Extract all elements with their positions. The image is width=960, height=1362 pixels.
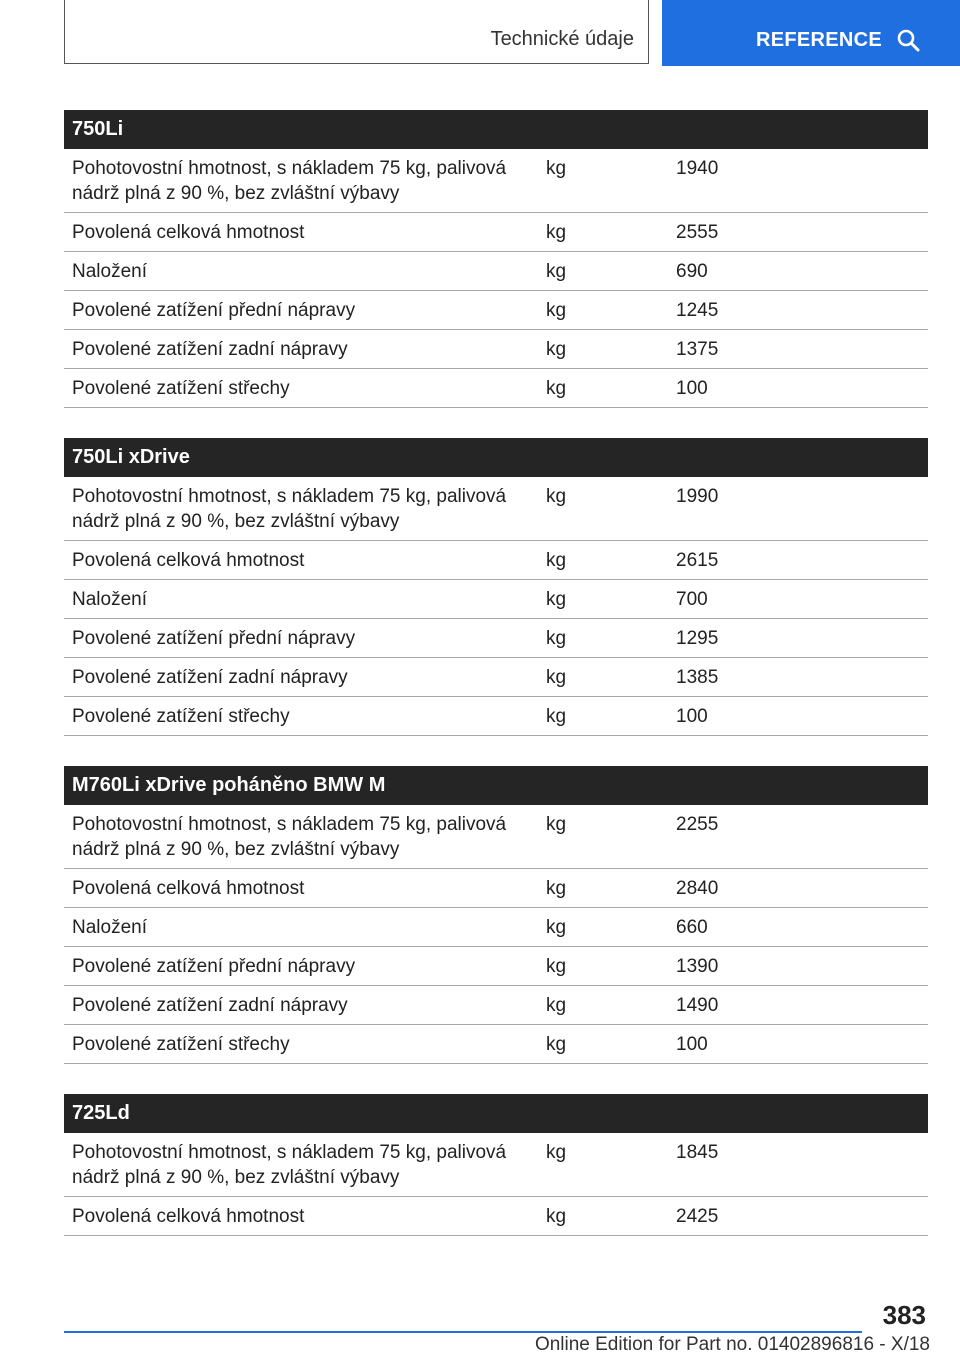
- spec-label: Pohotovostní hmotnost, s nákladem 75 kg, palivová nádrž plná z 90 %, bez zvláštní výbavy: [72, 1142, 507, 1188]
- spec-unit: kg: [546, 378, 567, 399]
- spec-label: Povolená celková hmotnost: [72, 1206, 305, 1227]
- section-heading: 750Li xDrive: [64, 438, 928, 477]
- table-row: [64, 252, 928, 291]
- spec-section: [64, 1094, 928, 1236]
- spec-value: 100: [676, 706, 708, 727]
- spec-label: Naložení: [72, 917, 147, 938]
- spec-value: 700: [676, 589, 708, 610]
- spec-unit: kg: [546, 589, 567, 610]
- table-row: [64, 149, 928, 213]
- spec-label: Povolené zatížení zadní nápravy: [72, 995, 348, 1016]
- footer-divider: [64, 1331, 862, 1333]
- table-row: [64, 908, 928, 947]
- spec-unit: kg: [546, 667, 567, 688]
- spec-label: Pohotovostní hmotnost, s nákladem 75 kg, palivová nádrž plná z 90 %, bez zvláštní výbavy: [72, 158, 507, 204]
- spec-value: 100: [676, 1034, 708, 1055]
- page-header: [0, 0, 960, 66]
- edition-text: Online Edition for Part no. 01402896816 - X/18: [534, 1334, 930, 1355]
- spec-value: 1295: [676, 628, 719, 649]
- spec-unit: kg: [546, 1142, 567, 1163]
- spec-unit: kg: [546, 995, 567, 1016]
- spec-label: Povolená celková hmotnost: [72, 550, 305, 571]
- table-row: [64, 869, 928, 908]
- spec-label: Povolené zatížení střechy: [72, 706, 290, 727]
- spec-section: [64, 110, 928, 408]
- spec-value: 1845: [676, 1142, 719, 1163]
- search-icon[interactable]: [896, 28, 920, 52]
- table-row: [64, 291, 928, 330]
- section-title: Technické údaje: [490, 28, 634, 50]
- table-row: [64, 658, 928, 697]
- spec-label: Povolené zatížení přední nápravy: [72, 956, 356, 977]
- spec-unit: kg: [546, 261, 567, 282]
- section-tab[interactable]: [64, 0, 649, 64]
- reference-label: REFERENCE: [756, 29, 883, 51]
- spec-label: Povolené zatížení zadní nápravy: [72, 667, 348, 688]
- spec-value: 660: [676, 917, 708, 938]
- table-row: [64, 580, 928, 619]
- table-row: [64, 619, 928, 658]
- table-row: [64, 697, 928, 736]
- spec-value: 1245: [676, 300, 719, 321]
- spec-label: Povolené zatížení střechy: [72, 378, 290, 399]
- spec-unit: kg: [546, 486, 567, 507]
- page-number: 383: [882, 1300, 926, 1330]
- table-row: [64, 213, 928, 252]
- spec-section: [64, 438, 928, 736]
- spec-unit: kg: [546, 956, 567, 977]
- section-heading: M760Li xDrive poháněno BMW M: [64, 766, 928, 805]
- reference-button[interactable]: [662, 0, 960, 66]
- table-row: [64, 1133, 928, 1197]
- spec-unit: kg: [546, 158, 567, 179]
- spec-value: 1490: [676, 995, 719, 1016]
- spec-tables: [64, 110, 928, 1266]
- spec-unit: kg: [546, 300, 567, 321]
- spec-unit: kg: [546, 628, 567, 649]
- spec-label: Povolené zatížení přední nápravy: [72, 628, 356, 649]
- section-heading: 725Ld: [64, 1094, 928, 1133]
- spec-label: Naložení: [72, 261, 147, 282]
- spec-value: 1990: [676, 486, 719, 507]
- spec-value: 2425: [676, 1206, 719, 1227]
- table-row: [64, 1197, 928, 1236]
- spec-unit: kg: [546, 706, 567, 727]
- spec-section: [64, 766, 928, 1064]
- spec-unit: kg: [546, 1034, 567, 1055]
- spec-unit: kg: [546, 814, 567, 835]
- table-row: [64, 986, 928, 1025]
- table-row: [64, 330, 928, 369]
- table-row: [64, 369, 928, 408]
- spec-value: 2255: [676, 814, 719, 835]
- spec-unit: kg: [546, 339, 567, 360]
- spec-label: Povolené zatížení přední nápravy: [72, 300, 356, 321]
- spec-label: Povolená celková hmotnost: [72, 222, 305, 243]
- spec-label: Povolené zatížení střechy: [72, 1034, 290, 1055]
- spec-label: Pohotovostní hmotnost, s nákladem 75 kg, palivová nádrž plná z 90 %, bez zvláštní výbavy: [72, 814, 507, 860]
- spec-value: 1940: [676, 158, 719, 179]
- table-row: [64, 947, 928, 986]
- spec-value: 2555: [676, 222, 719, 243]
- spec-value: 2615: [676, 550, 719, 571]
- spec-value: 1390: [676, 956, 719, 977]
- table-row: [64, 541, 928, 580]
- spec-value: 2840: [676, 878, 719, 899]
- spec-label: Povolené zatížení zadní nápravy: [72, 339, 348, 360]
- spec-value: 1375: [676, 339, 719, 360]
- table-row: [64, 477, 928, 541]
- spec-unit: kg: [546, 550, 567, 571]
- spec-value: 1385: [676, 667, 719, 688]
- table-row: [64, 805, 928, 869]
- spec-unit: kg: [546, 222, 567, 243]
- spec-unit: kg: [546, 917, 567, 938]
- spec-label: Povolená celková hmotnost: [72, 878, 305, 899]
- spec-label: Naložení: [72, 589, 147, 610]
- table-row: [64, 1025, 928, 1064]
- spec-value: 690: [676, 261, 708, 282]
- spec-value: 100: [676, 378, 708, 399]
- spec-unit: kg: [546, 878, 567, 899]
- spec-label: Pohotovostní hmotnost, s nákladem 75 kg, palivová nádrž plná z 90 %, bez zvláštní výbavy: [72, 486, 507, 532]
- section-heading: 750Li: [64, 110, 928, 149]
- spec-unit: kg: [546, 1206, 567, 1227]
